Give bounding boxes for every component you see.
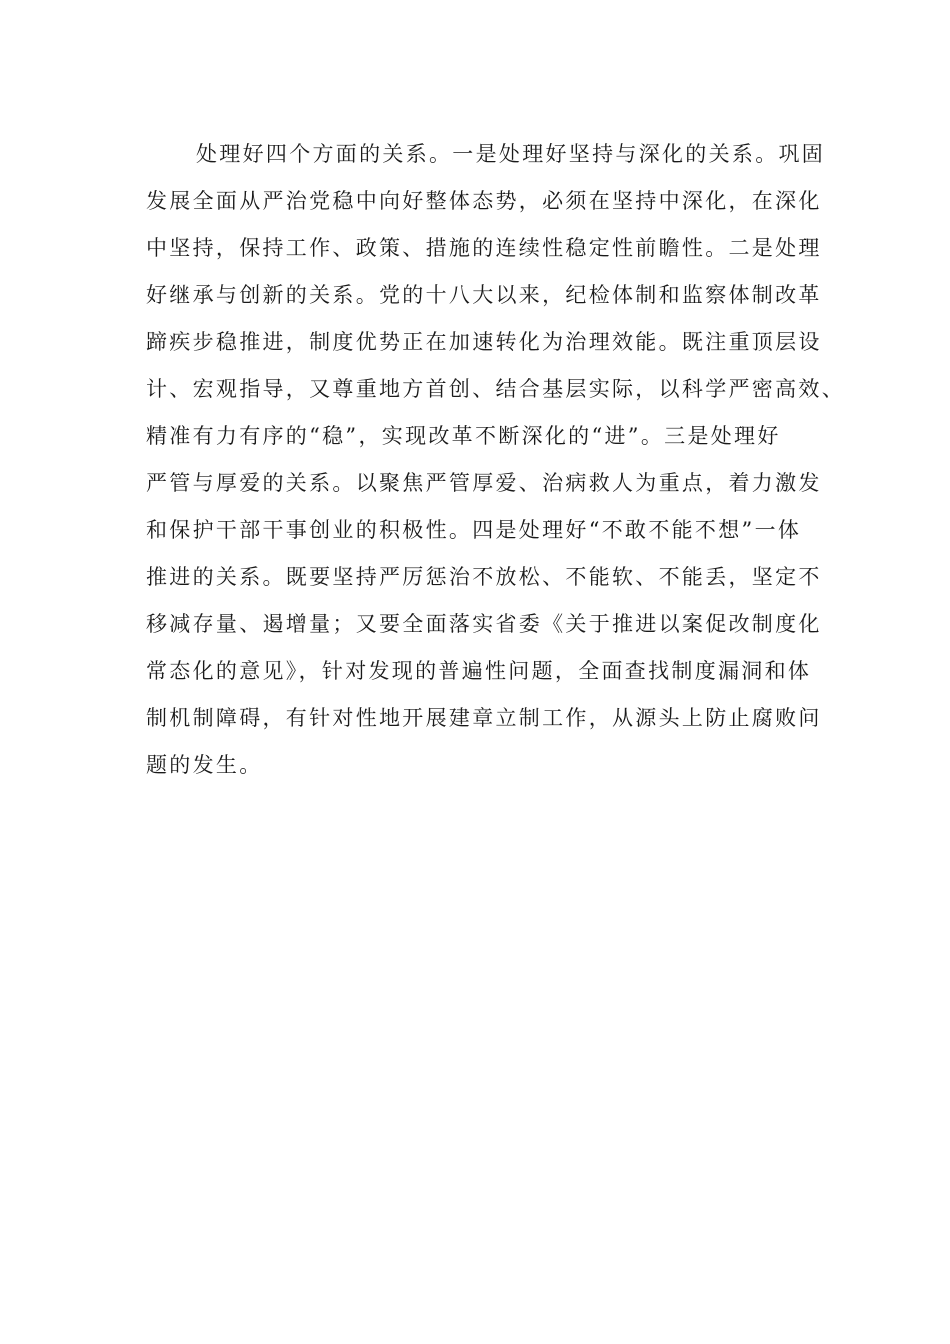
paragraph-line: 处理好四个方面的关系。一是处理好坚持与深化的关系。巩固: [196, 142, 826, 166]
paragraph-line: 制机制障碍，有针对性地开展建章立制工作，从源头上防止腐败问: [146, 706, 822, 730]
body-paragraph: [146, 131, 845, 789]
paragraph-line: 发展全面从严治党稳中向好整体态势，必须在坚持中深化，在深化: [146, 189, 822, 213]
paragraph-line: 精准有力有序的“稳”，实现改革不断深化的“进”。三是处理好: [146, 424, 781, 448]
paragraph-line: 题的发生。: [146, 753, 263, 777]
paragraph-line: 蹄疾步稳推进，制度优势正在加速转化为治理效能。既注重顶层设: [146, 330, 822, 354]
paragraph-line: 好继承与创新的关系。党的十八大以来，纪检体制和监察体制改革: [146, 283, 822, 307]
paragraph-line: 移减存量、遏增量；又要全面落实省委《关于推进以案促改制度化: [146, 612, 822, 636]
paragraph-line: 推进的关系。既要坚持严厉惩治不放松、不能软、不能丢，坚定不: [146, 565, 822, 589]
paragraph-line: 和保护干部干事创业的积极性。四是处理好“不敢不能不想”一体: [146, 518, 802, 542]
paragraph-line: 常态化的意见》，针对发现的普遍性问题，全面查找制度漏洞和体: [146, 659, 812, 683]
paragraph-line: 严管与厚爱的关系。以聚焦严管厚爱、治病救人为重点，着力激发: [146, 471, 822, 495]
paragraph-line: 中坚持，保持工作、政策、措施的连续性稳定性前瞻性。二是处理: [146, 236, 822, 260]
paragraph-line: 计、宏观指导，又尊重地方首创、结合基层实际，以科学严密高效、: [146, 377, 845, 401]
